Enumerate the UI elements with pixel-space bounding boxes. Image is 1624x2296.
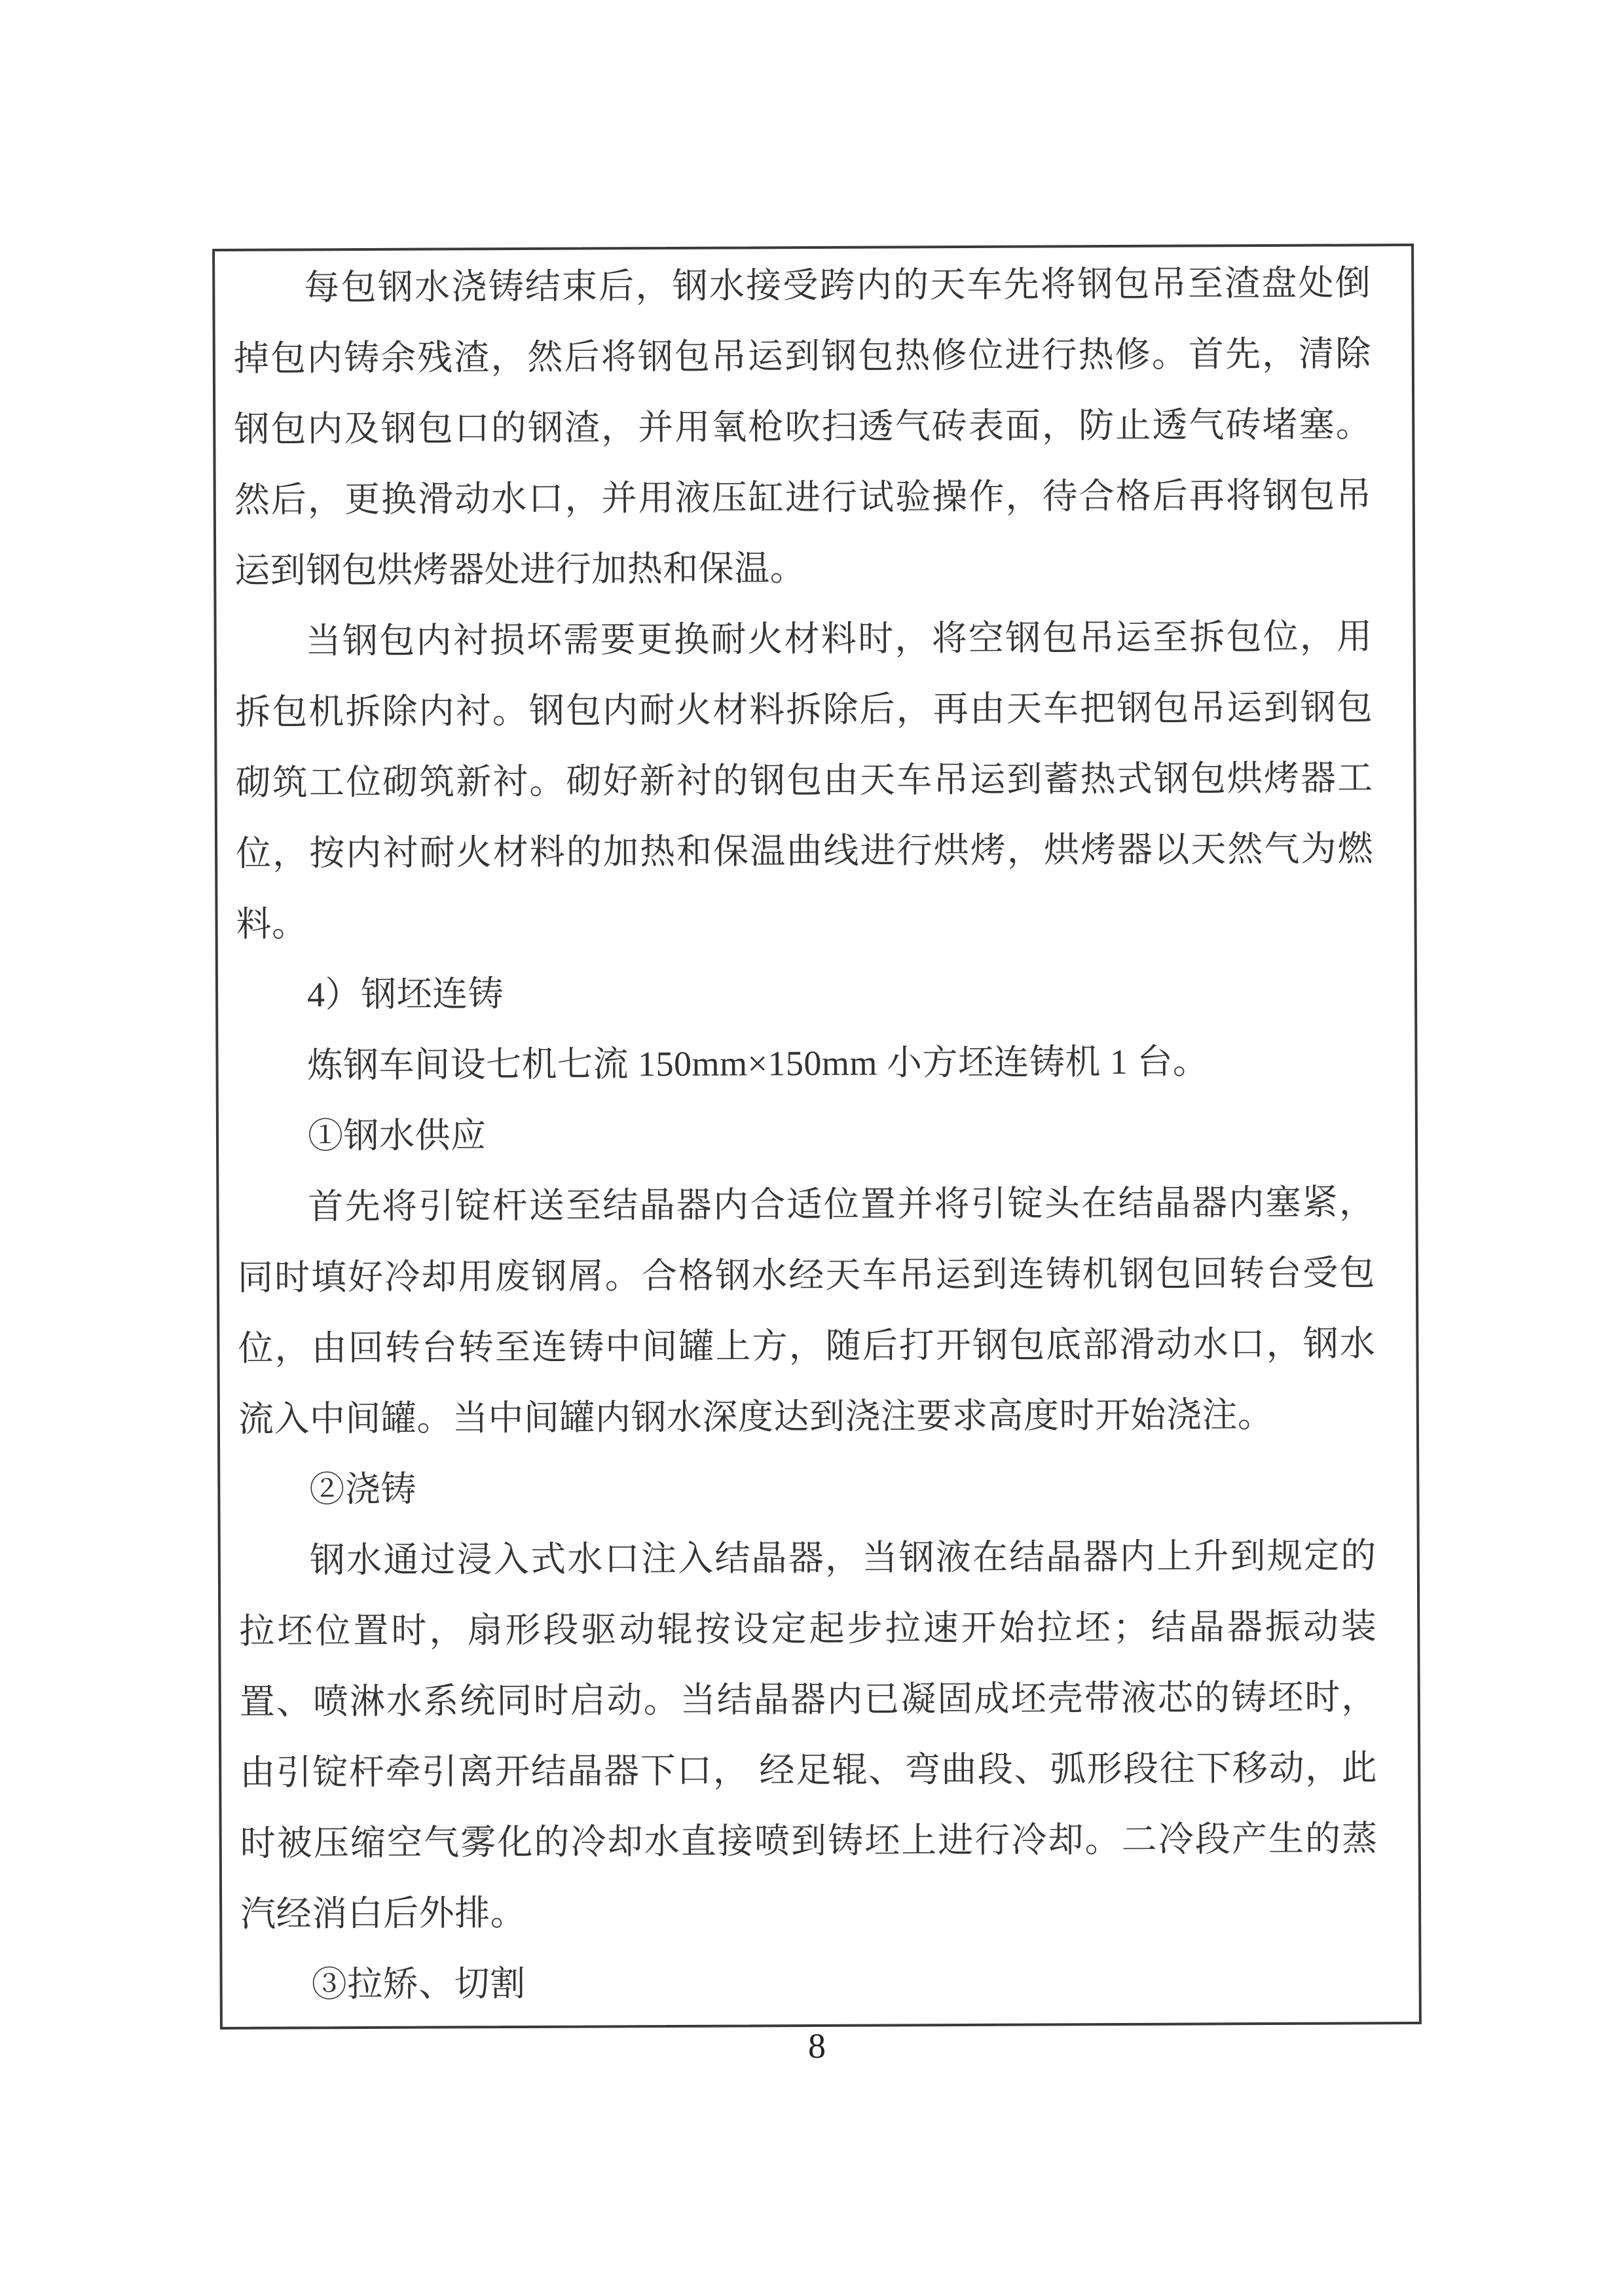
paragraph-molten-steel-supply: 首先将引锭杆送至结晶器内合适位置并将引锭头在结晶器内塞紧，同时填好冷却用废钢屑。合格钢水经天车吊运到连铸机钢包回转台受包位，由回转台转至连铸中间罐上方，随后打开钢包底部滑动水口，钢水流入中间罐。当中间罐内钢水深度达到浇注要求高度时开始浇注。 (237, 1182, 1376, 1439)
paragraph-casting-process: 钢水通过浸入式水口注入结晶器，当钢液在结晶器内上升到规定的拉坯位置时，扇形段驱动辊按设定起步拉速开始拉坯；结晶器振动装置、喷淋水系统同时启动。当结晶器内已凝固成坯壳带液芯的铸坯时，由引锭杆牵引离开结晶器下口， 经足辊、弯曲段、弧形段往下移动，此时被压缩空气雾化的冷却水直接喷到铸坯上进行冷却。二冷段产生的蒸汽经消白后外排。 (239, 1536, 1378, 1934)
paragraph-ladle-hot-repair: 每包钢水浇铸结束后，钢水接受跨内的天车先将钢包吊至渣盘处倒掉包内铸余残渣，然后将钢包吊运到钢包热修位进行热修。首先，清除钢包内及钢包口的钢渣，并用氧枪吹扫透气砖表面，防止透气砖堵塞。然后，更换滑动水口，并用液压缸进行试验操作，待合格后再将钢包吊运到钢包烘烤器处进行加热和保温。 (233, 263, 1372, 591)
heading-billet-continuous-casting: 4）钢坯连铸 (306, 974, 504, 1015)
content-border-box (212, 244, 1422, 2030)
heading-casting: ②浇铸 (309, 1469, 416, 1510)
heading-molten-steel-supply: ①钢水供应 (307, 1116, 487, 1156)
paragraph-caster-configuration: 炼钢车间设七机七流 150mm×150mm 小方坯连铸机 1 台。 (307, 1042, 1209, 1085)
paragraph-ladle-relining: 当钢包内衬损坏需要更换耐火材料时，将空钢包吊运至拆包位，用拆包机拆除内衬。钢包内耐火材料拆除后，再由天车把钢包吊运到钢包砌筑工位砌筑新衬。砌好新衬的钢包由天车吊运到蓄热式钢包烘烤器工位，按内衬耐火材料的加热和保温曲线进行烘烤，烘烤器以天然气为燃料。 (235, 617, 1374, 944)
page-number: 8 (808, 2026, 826, 2066)
heading-withdrawal-straightening-cutting: ③拉矫、切割 (311, 1963, 526, 2005)
